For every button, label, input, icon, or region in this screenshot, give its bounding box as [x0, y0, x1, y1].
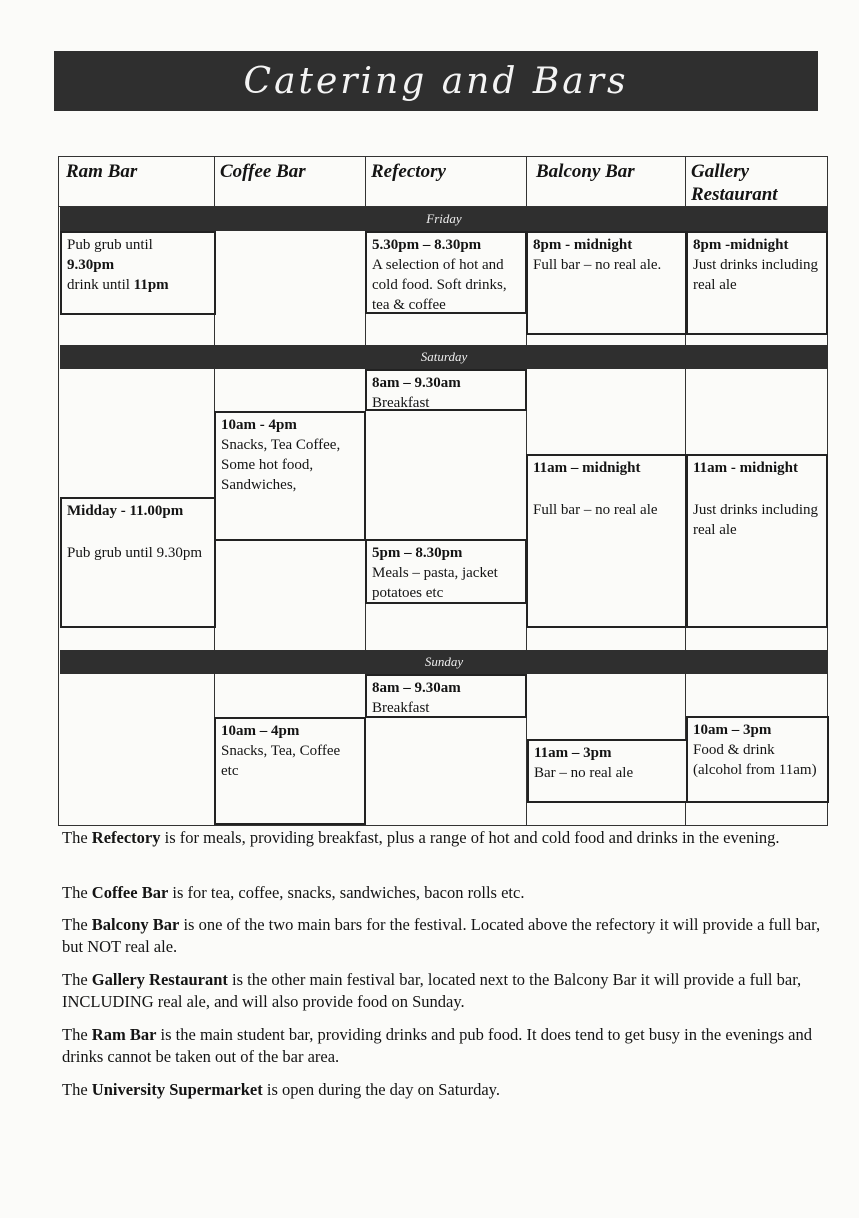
saturday-refectory-breakfast-cell — [365, 369, 527, 411]
column-divider — [214, 156, 215, 826]
saturday-coffee-text: Snacks, Tea Coffee, Some hot food, Sandwiches, — [221, 437, 341, 493]
day-bar-saturday: Saturday — [60, 345, 828, 369]
description-university-supermarket — [62, 1079, 822, 1101]
saturday-balcony-text: Full bar – no real ale — [533, 502, 658, 518]
saturday-refectory-dinner-cell — [365, 539, 527, 604]
description-text: is open during the day on Saturday. — [262, 1080, 500, 1099]
friday-balcony-text: Full bar – no real ale. — [533, 257, 662, 273]
column-header-ram-bar: Ram Bar — [66, 161, 138, 182]
table-frame — [58, 156, 828, 826]
friday-refectory-cell — [365, 231, 527, 314]
friday-balcony-bar-cell — [526, 231, 687, 335]
description-prefix: The — [62, 1080, 92, 1099]
description-venue: University Supermarket — [91, 1080, 263, 1099]
sunday-balcony-text: Bar – no real ale — [534, 765, 634, 781]
column-divider — [685, 156, 686, 826]
saturday-refectory-am-time: 8am – 9.30am — [372, 375, 461, 391]
description-text: is for tea, coffee, snacks, sandwiches, bacon rolls etc. — [168, 883, 525, 902]
friday-ram-line2: 9.30pm — [67, 257, 115, 273]
saturday-coffee-time: 10am - 4pm — [221, 417, 297, 433]
description-prefix: The — [62, 883, 92, 902]
description-refectory — [62, 827, 822, 849]
sunday-refectory-cell — [365, 674, 527, 718]
title-banner — [54, 51, 818, 111]
day-bar-sunday: Sunday — [60, 650, 828, 674]
description-venue: Ram Bar — [91, 1025, 157, 1044]
description-text: is the main student bar, providing drinks and pub food. It does tend to get busy in the evenings and drinks cannot be taken out of the bar area. — [62, 1025, 812, 1066]
friday-gallery-cell — [686, 231, 828, 335]
column-header-gallery-restaurant: Gallery Restaurant — [691, 161, 778, 205]
column-header-coffee-bar: Coffee Bar — [220, 161, 306, 182]
sunday-coffee-bar-cell — [214, 717, 366, 825]
friday-refectory-text: A selection of hot and cold food. Soft drinks, tea & coffee — [372, 257, 507, 313]
saturday-refectory-pm-time: 5pm – 8.30pm — [372, 545, 463, 561]
sunday-gallery-cell — [686, 716, 829, 803]
description-text: is for meals, providing breakfast, plus a range of hot and cold food and drinks in the evening. — [160, 828, 780, 847]
sunday-refectory-text: Breakfast — [372, 700, 430, 716]
description-venue: Coffee Bar — [91, 883, 169, 902]
friday-gallery-time: 8pm -midnight — [693, 237, 789, 253]
saturday-ram-time: Midday - 11.00pm — [67, 503, 184, 519]
description-ram-bar — [62, 1024, 822, 1068]
description-prefix: The — [62, 915, 92, 934]
friday-ram-bar-cell — [60, 231, 216, 315]
description-venue: Gallery Restaurant — [91, 970, 228, 989]
sunday-balcony-bar-cell — [527, 739, 688, 803]
friday-gallery-text: Just drinks including real ale — [693, 257, 819, 293]
description-coffee-bar — [62, 882, 822, 904]
column-header-balcony-bar: Balcony Bar — [536, 161, 635, 182]
saturday-coffee-bar-cell — [214, 411, 366, 541]
friday-refectory-time: 5.30pm – 8.30pm — [372, 237, 482, 253]
saturday-ram-text: Pub grub until 9.30pm — [67, 545, 203, 561]
description-prefix: The — [62, 1025, 92, 1044]
description-venue: Refectory — [91, 828, 161, 847]
saturday-gallery-time: 11am - midnight — [693, 460, 799, 476]
description-text: is the other main festival bar, located next to the Balcony Bar it will provide a full bar, INCLUDING real ale, and will also provide food on Sunday. — [62, 970, 802, 1011]
saturday-balcony-bar-cell — [526, 454, 687, 628]
description-prefix: The — [62, 828, 92, 847]
sunday-gallery-text: Food & drink (alcohol from 11am) — [693, 742, 817, 778]
friday-ram-line3: drink until — [67, 277, 134, 293]
sunday-coffee-time: 10am – 4pm — [221, 723, 300, 739]
page-title: Catering and Bars — [243, 60, 629, 102]
sunday-gallery-time: 10am – 3pm — [693, 722, 772, 738]
friday-ram-line1: Pub grub until — [67, 237, 153, 253]
column-divider — [526, 156, 527, 826]
description-prefix: The — [62, 970, 92, 989]
description-text: is one of the two main bars for the festival. Located above the refectory it will provide a full bar, but NOT real ale. — [62, 915, 821, 956]
description-balcony-bar — [62, 914, 822, 958]
column-header-refectory: Refectory — [371, 161, 446, 182]
saturday-refectory-am-text: Breakfast — [372, 395, 430, 411]
saturday-gallery-text: Just drinks including real ale — [693, 502, 819, 538]
sunday-coffee-text: Snacks, Tea, Coffee etc — [221, 743, 341, 779]
saturday-ram-bar-cell — [60, 497, 216, 628]
day-bar-friday: Friday — [60, 207, 828, 231]
friday-ram-line3-time: 11pm — [133, 277, 169, 293]
description-gallery-restaurant — [62, 969, 822, 1013]
saturday-gallery-cell — [686, 454, 828, 628]
description-venue: Balcony Bar — [91, 915, 180, 934]
header-divider — [58, 206, 828, 207]
saturday-balcony-time: 11am – midnight — [533, 460, 641, 476]
column-divider — [365, 156, 366, 826]
sunday-refectory-time: 8am – 9.30am — [372, 680, 461, 696]
sunday-balcony-time: 11am – 3pm — [534, 745, 612, 761]
saturday-refectory-pm-text: Meals – pasta, jacket potatoes etc — [372, 565, 498, 601]
friday-balcony-time: 8pm - midnight — [533, 237, 633, 253]
